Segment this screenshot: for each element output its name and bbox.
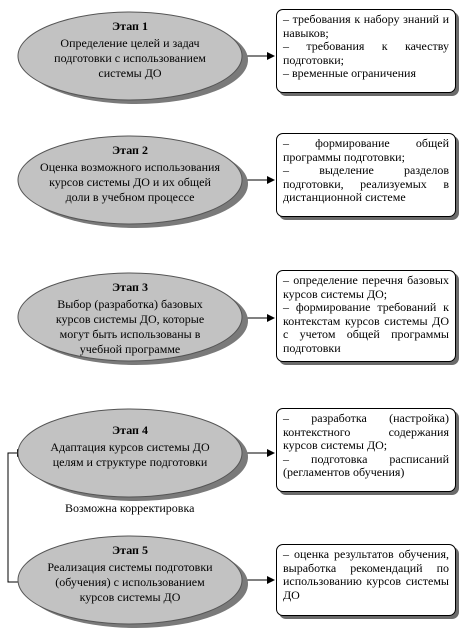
stage-description: Оценка возможного использования курсов системы ДО и их общей доли в учебном процессе: [40, 160, 220, 204]
stage-3: [6, 263, 254, 373]
stage-title: Этап 1: [112, 19, 148, 33]
stage-title: Этап 3: [112, 280, 148, 294]
stage-title: Этап 5: [112, 543, 148, 557]
stage-4: [6, 399, 254, 509]
details-item: – оценка результатов обучения, выработка рекомендаций по использованию курсов системы ДО: [283, 547, 449, 602]
details-box-4: [276, 408, 456, 492]
stage-1: [6, 2, 254, 112]
details-box-5: [276, 544, 456, 616]
details-item: – разработка (настройка) контекстного содержания курсов системы ДО;: [283, 411, 449, 453]
stage-description: Выбор (разработка) базовых курсов системы ДО, которые могут быть использованы в учебной программе: [55, 297, 205, 356]
stage-title: Этап 2: [112, 143, 148, 157]
details-box-1: [276, 9, 456, 93]
details-item: – подготовка расписаний (регламентов обучения): [283, 451, 449, 480]
details-item: – определение перечня базовых курсов системы ДО;: [283, 273, 449, 301]
details-box-3: [276, 270, 456, 362]
details-box-2: [276, 133, 456, 217]
details-item: – формирование требований к контекстам курсов системы ДО с учетом общей программы подготовки: [283, 300, 449, 355]
details-item: – формирование общей программы подготовки;: [283, 136, 449, 164]
stage-description: Адаптация курсов системы ДО целям и структуре подготовки: [50, 440, 210, 469]
stage-description: Реализация системы подготовки (обучения) с использованием курсов системы ДО: [47, 560, 213, 604]
stage-5: [6, 526, 254, 636]
details-item: – требования к качеству подготовки;: [283, 39, 449, 67]
stage-2: [6, 126, 254, 236]
stage-description: Определение целей и задач подготовки с использованием системы ДО: [54, 36, 206, 80]
stage-title: Этап 4: [112, 423, 148, 437]
details-item: – требования к набору знаний и навыков;: [283, 12, 449, 40]
details-item: – выделение разделов подготовки, реализуемых в дистанционной системе: [283, 163, 449, 205]
feedback-label: Возможна корректировка: [65, 501, 195, 515]
details-item: – временные ограничения: [283, 66, 416, 81]
